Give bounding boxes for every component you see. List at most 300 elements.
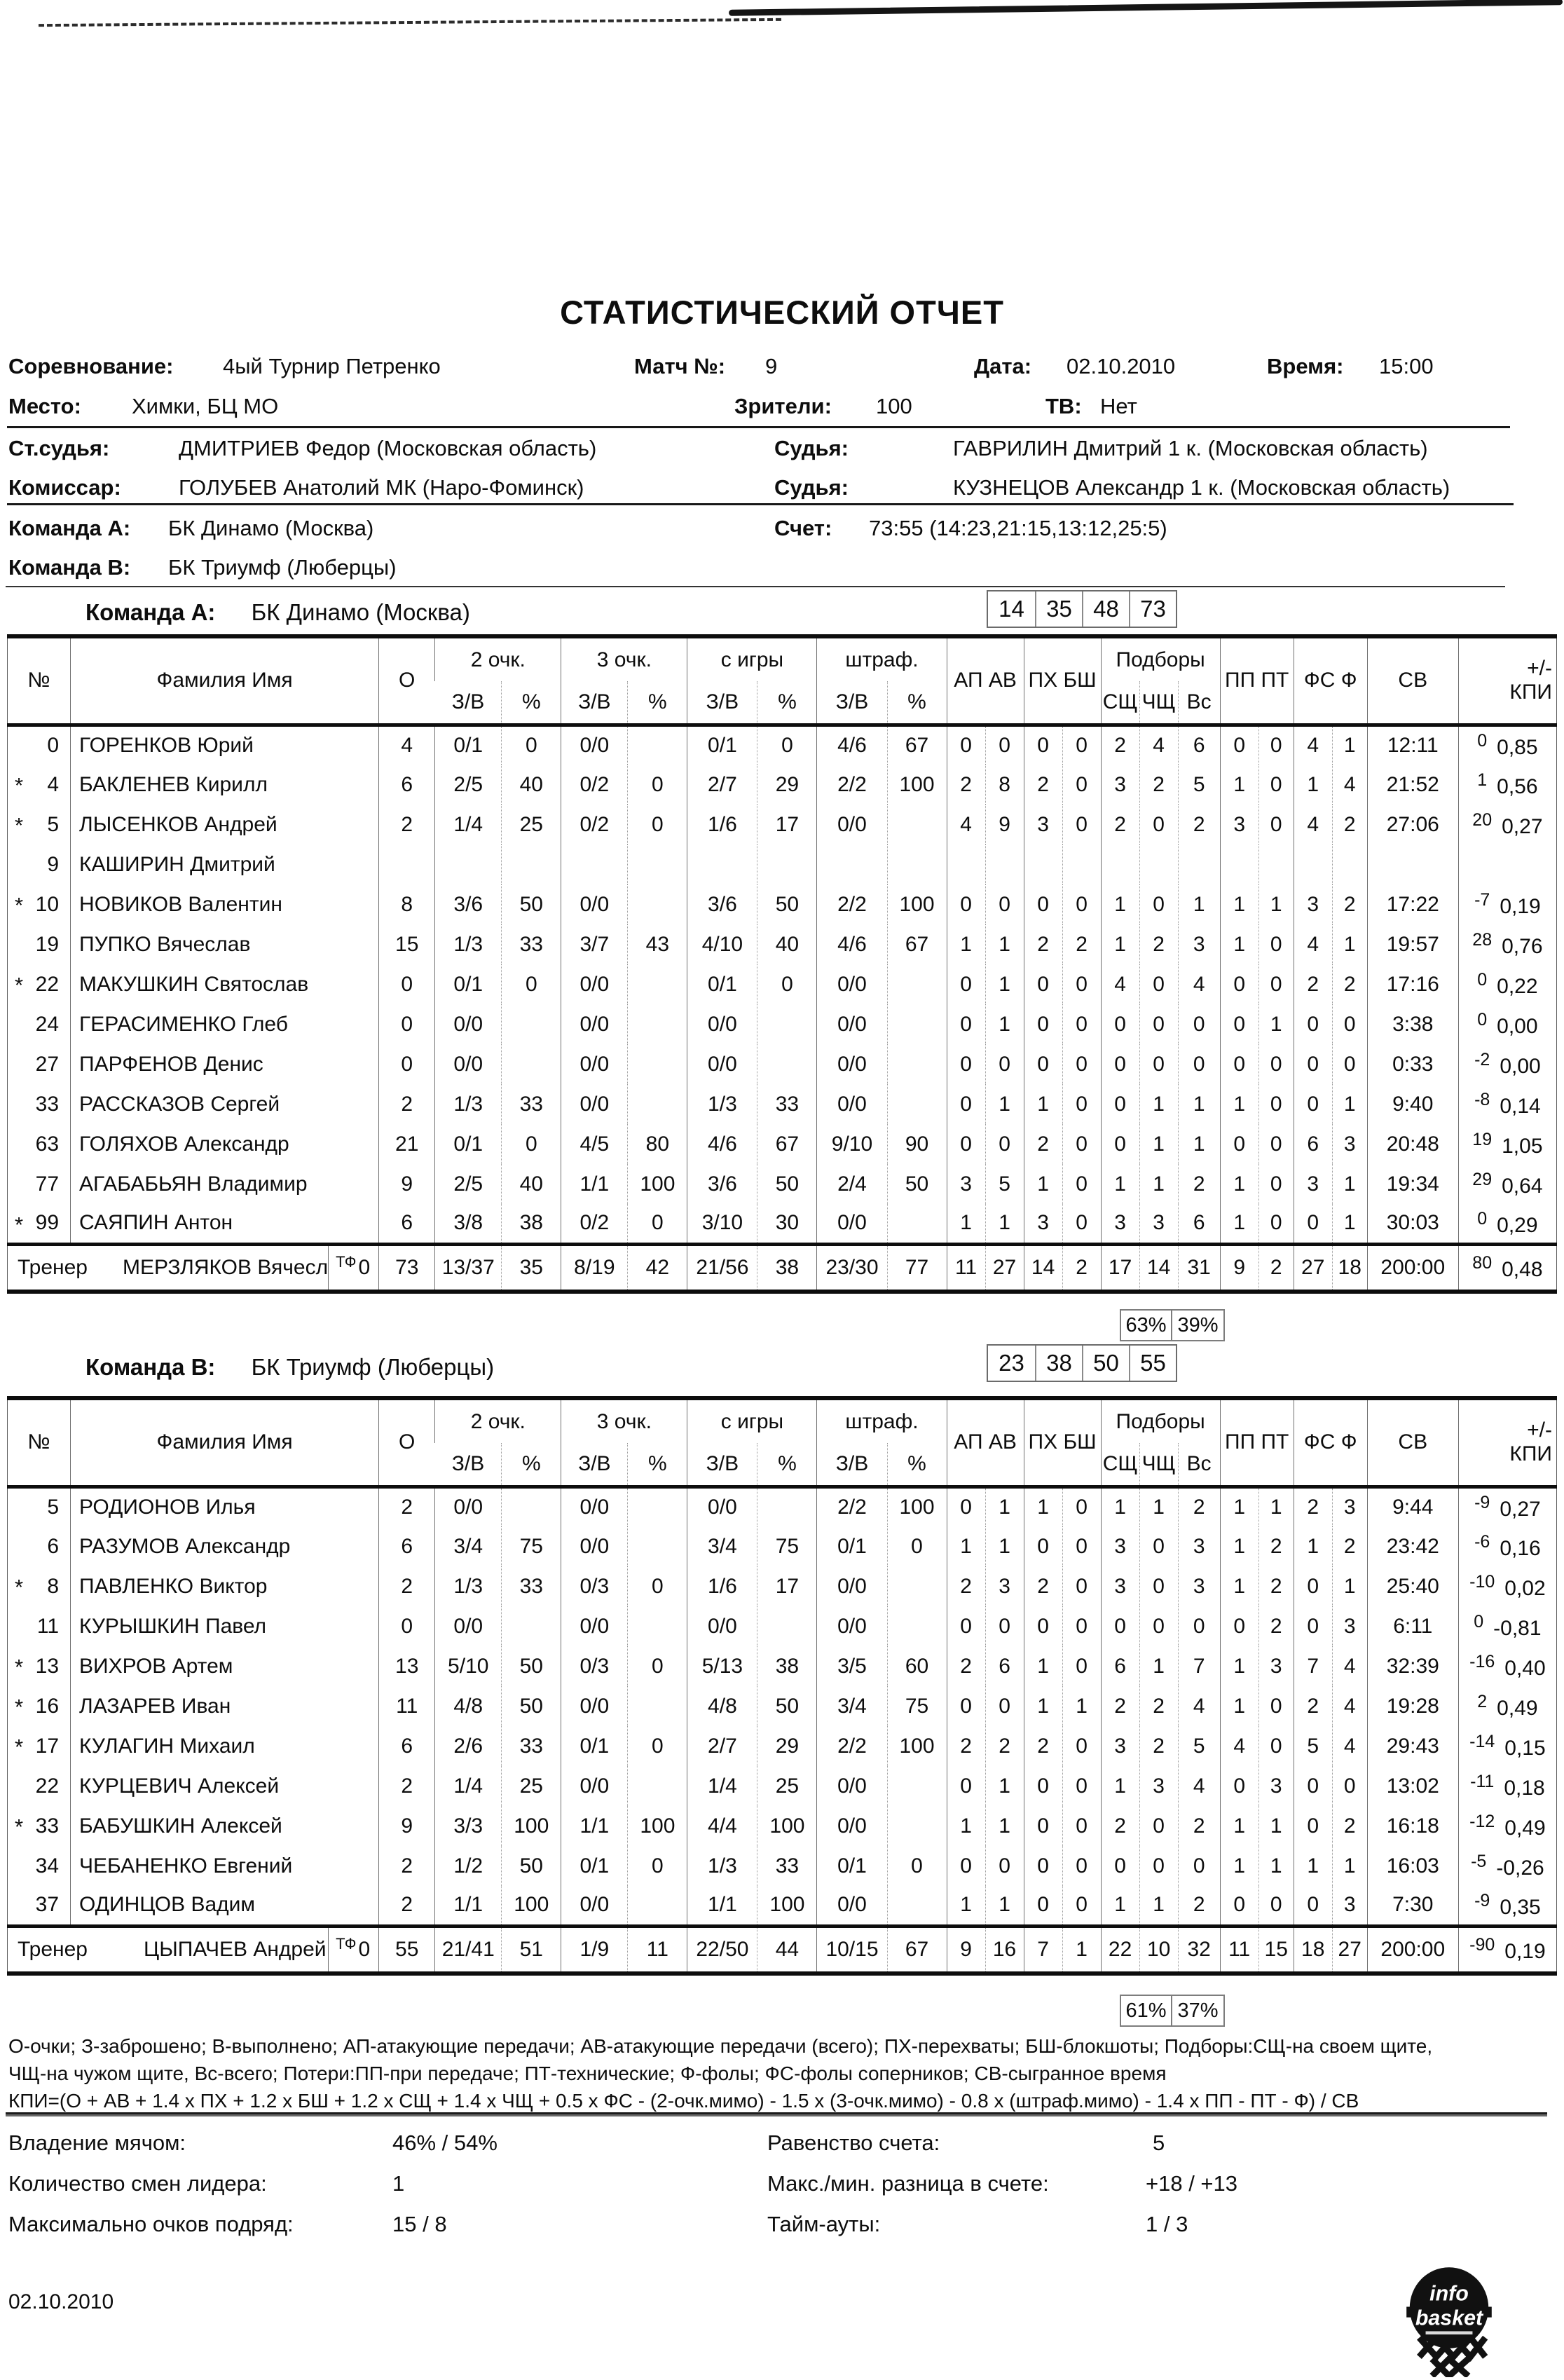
cell-pm-kpi: [1458, 1846, 1556, 1886]
player-row: [8, 1566, 1557, 1606]
cell-2pt: 0/1: [435, 725, 502, 765]
cell-fouls-drawn: 3: [1294, 884, 1332, 924]
cell-reb-opp: 1: [1139, 1886, 1178, 1926]
cell-number: [8, 805, 71, 844]
kpi-value: 0,00: [1500, 1055, 1541, 1078]
cell-name: ПАВЛЕНКО Виктор: [71, 1566, 379, 1606]
col-ft: штраф.: [817, 636, 947, 681]
cell-reb-total: 1: [1178, 1084, 1220, 1124]
cell-fg: 0/0: [687, 1606, 757, 1646]
cell-fouls: 1: [1332, 725, 1367, 765]
cell-2pt-pct: 40: [502, 1164, 561, 1204]
cell-fg-pct: 0: [757, 725, 817, 765]
trainer-row: [8, 1244, 1557, 1292]
cell-reb-opp: 1: [1139, 1486, 1178, 1526]
cell-reb-total: 5: [1178, 1726, 1220, 1766]
cell-assists-total: 0: [985, 1686, 1024, 1726]
cell-to-tech: 0: [1258, 805, 1294, 844]
cell-assists-total: 0: [985, 1044, 1024, 1084]
cell-fg-pct: 30: [757, 1204, 817, 1244]
cell-2pt: 1/3: [435, 924, 502, 964]
trainer-wrap: [11, 1928, 376, 1971]
cell-blocks: 0: [1062, 1486, 1101, 1526]
cell-fg: 1/3: [687, 1084, 757, 1124]
cell-to-pass: 0: [1220, 1124, 1258, 1164]
cell-ft: 0/0: [817, 1806, 887, 1846]
team-a-heading-label: Команда А:: [85, 599, 216, 625]
cell-pm-kpi: [1458, 1526, 1556, 1566]
cell-fouls-drawn: 0: [1294, 1606, 1332, 1646]
cell-trainer: [8, 1926, 379, 1974]
cell-3pt: 0/3: [561, 1646, 628, 1686]
cell-assists: 0: [947, 725, 985, 765]
score-label: Счет:: [774, 516, 832, 540]
col-3pt-made: З/В: [561, 1443, 628, 1486]
cell-reb-total: 1: [1178, 884, 1220, 924]
cell-ft: 2/4: [817, 1164, 887, 1204]
pm-header: +/-: [1527, 656, 1552, 680]
cell-3pt: 0/2: [561, 805, 628, 844]
commissar-value: ГОЛУБЕВ Анатолий МК (Наро-Фоминск): [179, 475, 584, 500]
team-a-value: БК Динамо (Москва): [168, 516, 374, 540]
cell-reb-own: 1: [1101, 1886, 1139, 1926]
col-reb-opp: ЧЩ: [1139, 681, 1178, 725]
cell-to-tech: 1: [1258, 884, 1294, 924]
cell-reb-total: [1178, 844, 1220, 884]
cell-time: 19:34: [1367, 1164, 1458, 1204]
cell-reb-own: 3: [1101, 1726, 1139, 1766]
cell-ft: 0/1: [817, 1526, 887, 1566]
cell-ft-pct: [887, 1606, 947, 1646]
cell-2pt-pct: 33: [502, 1084, 561, 1124]
rebound-pct-own: 61%: [1120, 1995, 1172, 2027]
player-number: 22: [35, 1774, 60, 1798]
cell-number: [8, 1004, 71, 1044]
team-b-value: БК Триумф (Люберцы): [168, 555, 397, 580]
cell-steals: 1: [1024, 1084, 1062, 1124]
quarter-score: 48: [1082, 591, 1129, 627]
cell-3pt-pct: 80: [628, 1124, 687, 1164]
cell-ft: 0/0: [817, 1004, 887, 1044]
cell-pm-kpi: [1458, 1084, 1556, 1124]
total-cell-points: 55: [379, 1926, 435, 1974]
player-number: 5: [47, 1495, 60, 1519]
team-b-rebound-pct: [1120, 1995, 1225, 2027]
cell-3pt-pct: [628, 1606, 687, 1646]
cell-fg-pct: [757, 844, 817, 884]
team-b-heading-name: БК Триумф (Люберцы): [251, 1354, 495, 1380]
cell-time: 32:39: [1367, 1646, 1458, 1686]
cell-fouls: 1: [1332, 1164, 1367, 1204]
team-fouls-label: ТФ: [336, 1252, 357, 1271]
cell-steals: 0: [1024, 884, 1062, 924]
cell-fouls-drawn: 0: [1294, 1084, 1332, 1124]
spectators-value: 100: [876, 394, 912, 418]
date-label: Дата:: [974, 354, 1032, 378]
cell-fouls-drawn: 6: [1294, 1124, 1332, 1164]
cell-time: 19:57: [1367, 924, 1458, 964]
col-fg: с игры: [687, 1398, 817, 1443]
cell-fg: 2/7: [687, 1726, 757, 1766]
cell-steals: 3: [1024, 1204, 1062, 1244]
cell-number: [8, 725, 71, 765]
player-row: [8, 1044, 1557, 1084]
cell-assists: 2: [947, 1646, 985, 1686]
cell-to-pass: 0: [1220, 1004, 1258, 1044]
cell-blocks: 0: [1062, 1606, 1101, 1646]
cell-fouls: 1: [1332, 1566, 1367, 1606]
cell-to-pass: 1: [1220, 1646, 1258, 1686]
competition-value: 4ый Турнир Петренко: [223, 354, 441, 378]
player-row: [8, 844, 1557, 884]
cell-ft-pct: [887, 1204, 947, 1244]
total-cell-3pt: 8/19: [561, 1244, 628, 1292]
cell-ft-pct: [887, 1044, 947, 1084]
cell-reb-opp: 0: [1139, 1044, 1178, 1084]
timeouts-label: Тайм-ауты:: [767, 2212, 881, 2236]
player-number: 4: [47, 772, 60, 796]
cell-name: ГОРЕНКОВ Юрий: [71, 725, 379, 765]
cell-reb-total: 0: [1178, 1846, 1220, 1886]
cell-3pt-pct: 100: [628, 1806, 687, 1846]
team-a-quarter-scores: [987, 590, 1177, 628]
cell-fouls-drawn: 1: [1294, 1526, 1332, 1566]
plus-minus-value: -9: [1474, 1493, 1490, 1513]
cell-2pt: 0/0: [435, 1606, 502, 1646]
cell-number: [8, 1686, 71, 1726]
max-diff-label: Макс./мин. разница в счете:: [767, 2171, 1049, 2196]
cell-assists: 1: [947, 1886, 985, 1926]
cell-time: 21:52: [1367, 765, 1458, 805]
cell-3pt: 0/0: [561, 1686, 628, 1726]
cell-points: 0: [379, 964, 435, 1004]
place-value: Химки, БЦ МО: [132, 394, 279, 418]
cell-fg-pct: 100: [757, 1886, 817, 1926]
team-fouls-value: 0: [358, 1937, 371, 1961]
cell-2pt-pct: 0: [502, 1124, 561, 1164]
tv-value: Нет: [1100, 394, 1137, 418]
player-row: [8, 1766, 1557, 1806]
plus-minus-value: -8: [1474, 1090, 1490, 1109]
cell-to-tech: 3: [1258, 1646, 1294, 1686]
cell-reb-opp: 2: [1139, 765, 1178, 805]
col-points: О: [379, 1398, 435, 1486]
player-row: [8, 805, 1557, 844]
scan-artifact-smear: [729, 0, 1563, 16]
cell-fouls: 1: [1332, 1084, 1367, 1124]
cell-pm-kpi: [1458, 1606, 1556, 1646]
cell-3pt-pct: [628, 1686, 687, 1726]
cell-fouls: 2: [1332, 964, 1367, 1004]
cell-2pt: 3/6: [435, 884, 502, 924]
player-row: [8, 1486, 1557, 1526]
cell-pm-kpi: [1458, 1726, 1556, 1766]
judge2-label: Судья:: [774, 475, 849, 500]
cell-fouls-drawn: 0: [1294, 1886, 1332, 1926]
col-pm-kpi: [1458, 1398, 1556, 1486]
cell-pm-kpi: [1458, 1686, 1556, 1726]
team-b-table: [7, 1396, 1557, 1976]
player-number: 22: [35, 972, 60, 996]
team-a-heading-name: БК Динамо (Москва): [251, 599, 470, 625]
cell-ft-pct: 100: [887, 884, 947, 924]
cell-fg-pct: 75: [757, 1526, 817, 1566]
player-number: 33: [35, 1092, 60, 1116]
cell-number: [8, 1486, 71, 1526]
cell-fouls: 2: [1332, 1526, 1367, 1566]
cell-to-tech: 1: [1258, 1486, 1294, 1526]
cell-number: [8, 924, 71, 964]
team-b-quarter-scores: [987, 1344, 1177, 1382]
cell-reb-opp: 2: [1139, 1686, 1178, 1726]
cell-reb-own: 3: [1101, 1526, 1139, 1566]
player-row: [8, 924, 1557, 964]
cell-fouls: 3: [1332, 1886, 1367, 1926]
starter-mark: *: [15, 773, 24, 798]
cell-3pt-pct: 0: [628, 1846, 687, 1886]
cell-to-tech: 1: [1258, 1004, 1294, 1044]
cell-3pt-pct: [628, 1004, 687, 1044]
cell-2pt: 4/8: [435, 1686, 502, 1726]
cell-2pt-pct: 40: [502, 765, 561, 805]
cell-2pt-pct: 33: [502, 1566, 561, 1606]
rebound-pct-opp: 37%: [1172, 1995, 1225, 2027]
divider-line: [7, 426, 1510, 428]
cell-fg-pct: [757, 1044, 817, 1084]
cell-name: ПУПКО Вячеслав: [71, 924, 379, 964]
cell-points: 6: [379, 1204, 435, 1244]
total-cell-ft: 23/30: [817, 1244, 887, 1292]
cell-name: ЧЕБАНЕНКО Евгений: [71, 1846, 379, 1886]
total-cell-3pt-pct: 11: [628, 1926, 687, 1974]
time-label: Время:: [1267, 354, 1344, 378]
col-ft-made: З/В: [817, 681, 887, 725]
cell-2pt-pct: [502, 1486, 561, 1526]
cell-fouls-drawn: 1: [1294, 1846, 1332, 1886]
legend: [8, 2032, 1556, 2114]
cell-reb-opp: 3: [1139, 1766, 1178, 1806]
col-2pt-made: З/В: [451, 690, 485, 713]
col-name: Фамилия Имя: [71, 636, 379, 725]
cell-fg: 5/13: [687, 1646, 757, 1686]
player-row: [8, 765, 1557, 805]
cell-to-tech: 2: [1258, 1606, 1294, 1646]
cell-to-tech: 1: [1258, 1806, 1294, 1846]
cell-fouls-drawn: 3: [1294, 1164, 1332, 1204]
cell-fg: 4/10: [687, 924, 757, 964]
kpi-value: 0,85: [1497, 736, 1538, 760]
col-steals-blocks: ПХ БШ: [1024, 636, 1101, 725]
cell-3pt: 1/1: [561, 1164, 628, 1204]
cell-fouls: 0: [1332, 1766, 1367, 1806]
cell-reb-own: 1: [1101, 884, 1139, 924]
cell-pm-kpi: [1458, 1004, 1556, 1044]
team-b-heading: [85, 1354, 494, 1381]
cell-blocks: 0: [1062, 725, 1101, 765]
logo-text-info: info: [1429, 2281, 1469, 2306]
cell-2pt-pct: 50: [502, 1646, 561, 1686]
cell-to-pass: 4: [1220, 1726, 1258, 1766]
player-row: [8, 1526, 1557, 1566]
cell-ft-pct: [887, 1004, 947, 1044]
cell-time: 6:11: [1367, 1606, 1458, 1646]
cell-reb-total: 2: [1178, 1806, 1220, 1846]
trainer-label: Тренер: [18, 1255, 88, 1279]
cell-steals: [1024, 844, 1062, 884]
kpi-value: 0,29: [1497, 1213, 1538, 1237]
kpi-value: -0,81: [1493, 1617, 1542, 1640]
cell-time: 25:40: [1367, 1566, 1458, 1606]
kpi-header: КПИ: [1509, 1442, 1552, 1466]
cell-assists-total: 6: [985, 1646, 1024, 1686]
plus-minus-value: -6: [1474, 1532, 1490, 1552]
cell-assists: 1: [947, 1806, 985, 1846]
cell-assists-total: 8: [985, 765, 1024, 805]
starter-mark: *: [15, 893, 24, 917]
cell-points: 0: [379, 1044, 435, 1084]
cell-2pt-pct: 50: [502, 1686, 561, 1726]
cell-to-pass: 1: [1220, 1164, 1258, 1204]
player-number: 37: [35, 1893, 60, 1917]
plus-minus-value: -10: [1469, 1572, 1495, 1592]
cell-number: [8, 1204, 71, 1244]
cell-reb-total: 3: [1178, 1526, 1220, 1566]
player-number: 11: [36, 1614, 60, 1638]
cell-assists-total: 1: [985, 1526, 1024, 1566]
cell-2pt: 1/2: [435, 1846, 502, 1886]
total-cell-fouls: 18: [1332, 1244, 1367, 1292]
cell-ft: 2/2: [817, 1726, 887, 1766]
plus-minus-value: 0: [1477, 731, 1488, 751]
plus-minus-value: -9: [1474, 1890, 1490, 1910]
total-cell-to-pass: 11: [1220, 1926, 1258, 1974]
cell-ft-pct: 100: [887, 765, 947, 805]
divider-line: [6, 586, 1505, 587]
cell-to-tech: 0: [1258, 725, 1294, 765]
cell-number: [8, 1646, 71, 1686]
cell-pm-kpi: [1458, 1204, 1556, 1244]
player-number: 0: [47, 733, 60, 757]
cell-fouls: 1: [1332, 1204, 1367, 1244]
plus-minus-value: 19: [1472, 1130, 1493, 1149]
cell-fouls: 3: [1332, 1606, 1367, 1646]
cell-ft-pct: [887, 844, 947, 884]
total-cell-to-tech: 2: [1258, 1244, 1294, 1292]
cell-2pt-pct: 0: [502, 725, 561, 765]
cell-pm-kpi: [1458, 725, 1556, 765]
legend-line-1: О-очки; З-заброшено; В-выполнено; АП-атакующие передачи; АВ-атакующие передачи (всего); ПХ-перехваты; БШ-блокшоты; Подборы:СЩ-на своем щите,: [8, 2035, 1433, 2057]
cell-2pt: 2/6: [435, 1726, 502, 1766]
col-3pt: 3 очк.: [561, 1398, 687, 1443]
cell-to-pass: 0: [1220, 1044, 1258, 1084]
cell-assists-total: 1: [985, 1204, 1024, 1244]
col-2pt: 2 очк.: [435, 636, 561, 681]
col-3pt-pct: %: [628, 681, 687, 725]
cell-fg-pct: [757, 1004, 817, 1044]
place-label: Место:: [8, 394, 81, 418]
total-cell-reb-opp: 10: [1139, 1926, 1178, 1974]
cell-2pt-pct: 50: [502, 884, 561, 924]
total-cell-time: 200:00: [1367, 1244, 1458, 1292]
cell-assists: [947, 844, 985, 884]
footer-date: 02.10.2010: [8, 2290, 114, 2313]
cell-fg-pct: 29: [757, 765, 817, 805]
cell-fouls-drawn: [1294, 844, 1332, 884]
cell-ft: 0/0: [817, 805, 887, 844]
cell-points: 2: [379, 1084, 435, 1124]
cell-reb-own: 0: [1101, 1846, 1139, 1886]
cell-steals: 0: [1024, 1606, 1062, 1646]
cell-2pt: 1/4: [435, 805, 502, 844]
cell-steals: 0: [1024, 1886, 1062, 1926]
total-cell-steals: 14: [1024, 1244, 1062, 1292]
plus-minus-value: 0: [1477, 1208, 1488, 1229]
total-cell-2pt-pct: 35: [502, 1244, 561, 1292]
plus-minus-value: -7: [1474, 890, 1490, 910]
cell-2pt-pct: 100: [502, 1806, 561, 1846]
cell-fg: 0/1: [687, 964, 757, 1004]
cell-steals: 0: [1024, 1766, 1062, 1806]
max-run-label: Максимально очков подряд:: [8, 2212, 294, 2236]
total-cell-fg-pct: 38: [757, 1244, 817, 1292]
player-number: 27: [35, 1052, 60, 1076]
cell-fouls-drawn: 0: [1294, 1766, 1332, 1806]
cell-steals: 0: [1024, 964, 1062, 1004]
col-fouls: ФС Ф: [1294, 636, 1367, 725]
cell-to-tech: 2: [1258, 1566, 1294, 1606]
cell-points: 6: [379, 765, 435, 805]
player-number: 19: [35, 932, 60, 956]
cell-2pt: 3/3: [435, 1806, 502, 1846]
cell-points: [379, 844, 435, 884]
page-title: СТАТИСТИЧЕСКИЙ ОТЧЕТ: [560, 294, 1004, 331]
cell-ft-pct: 100: [887, 1486, 947, 1526]
cell-name: БАКЛЕНЕВ Кирилл: [71, 765, 379, 805]
quarter-score: 50: [1082, 1346, 1129, 1381]
cell-reb-total: 1: [1178, 1124, 1220, 1164]
cell-2pt: 0/1: [435, 1124, 502, 1164]
cell-fg-pct: 29: [757, 1726, 817, 1766]
cell-ft-pct: [887, 1766, 947, 1806]
cell-reb-opp: 0: [1139, 1846, 1178, 1886]
cell-to-tech: 0: [1258, 1204, 1294, 1244]
cell-pm-kpi: [1458, 1124, 1556, 1164]
cell-3pt: 0/0: [561, 1486, 628, 1526]
cell-points: 13: [379, 1646, 435, 1686]
cell-time: 17:16: [1367, 964, 1458, 1004]
cell-fouls-drawn: 0: [1294, 1806, 1332, 1846]
cell-fg-pct: [757, 1486, 817, 1526]
cell-3pt-pct: 0: [628, 1646, 687, 1686]
cell-reb-own: 1: [1101, 1164, 1139, 1204]
col-pm-kpi: [1458, 636, 1556, 725]
cell-blocks: [1062, 844, 1101, 884]
cell-reb-own: 0: [1101, 1084, 1139, 1124]
cell-points: 2: [379, 1846, 435, 1886]
cell-reb-own: 3: [1101, 1204, 1139, 1244]
cell-time: 27:06: [1367, 805, 1458, 844]
player-number: 13: [35, 1654, 60, 1678]
cell-3pt: 4/5: [561, 1124, 628, 1164]
starter-mark: *: [15, 1575, 24, 1599]
cell-to-tech: 0: [1258, 924, 1294, 964]
player-row: [8, 1846, 1557, 1886]
kpi-value: 0,14: [1500, 1095, 1541, 1118]
cell-to-pass: 0: [1220, 1766, 1258, 1806]
head-referee-value: ДМИТРИЕВ Федор (Московская область): [179, 436, 597, 460]
cell-to-tech: 0: [1258, 1726, 1294, 1766]
cell-fouls: 4: [1332, 1646, 1367, 1686]
